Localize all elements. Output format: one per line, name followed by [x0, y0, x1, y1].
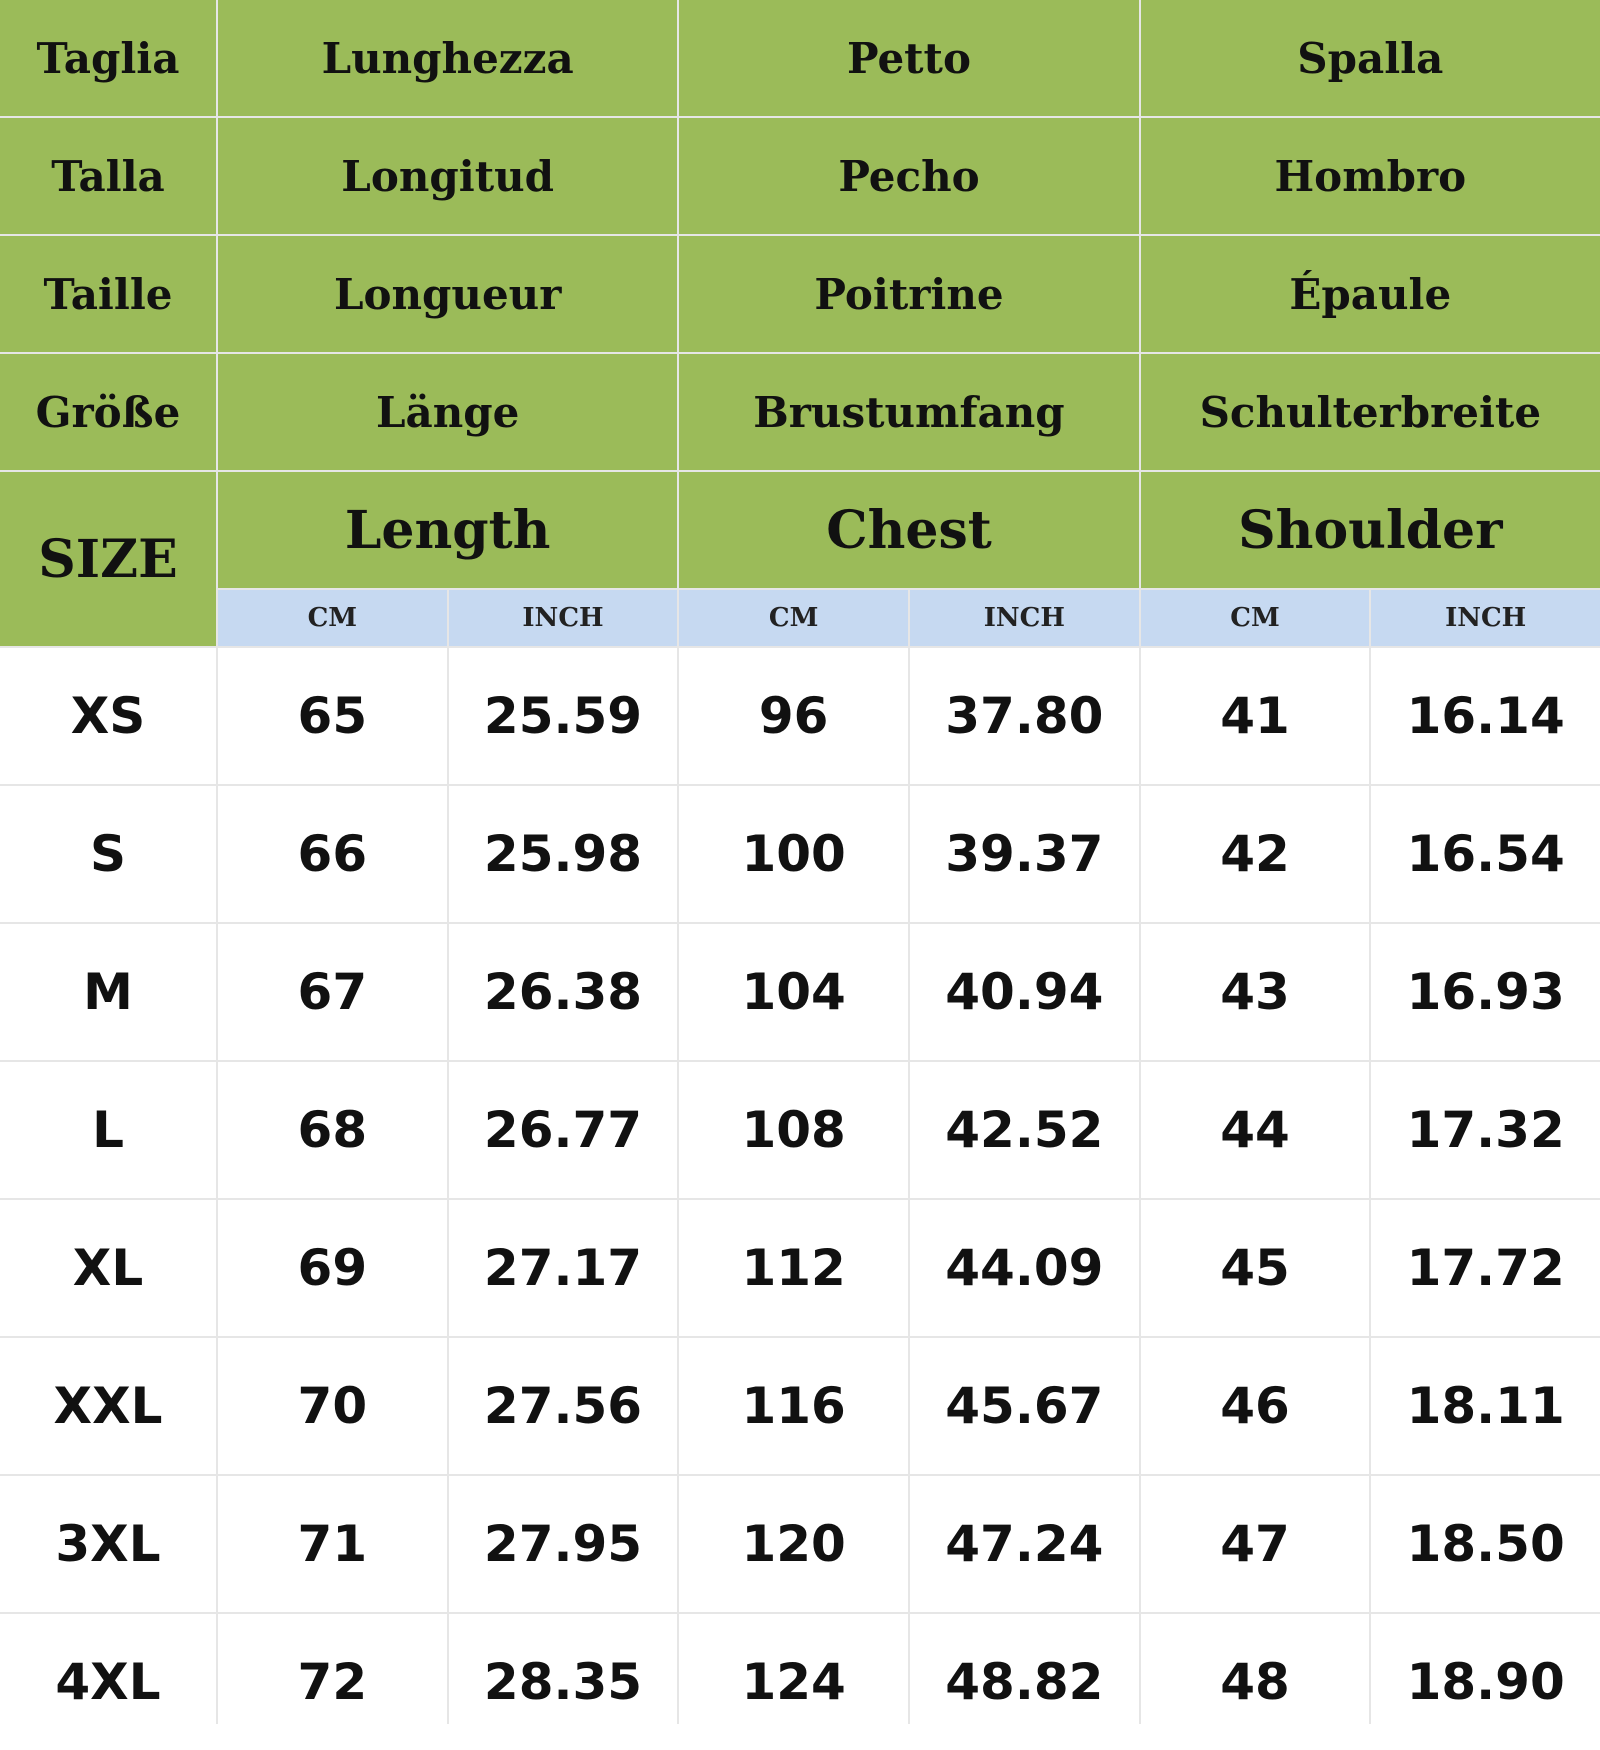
unit-length-inch: INCH: [449, 590, 678, 646]
row-size: 4XL: [0, 1614, 216, 1750]
row-length-cm: 69: [218, 1200, 447, 1336]
unit-chest-cm: CM: [679, 590, 908, 646]
unit-shoulder-inch: INCH: [1371, 590, 1600, 646]
header-length-es: Longitud: [218, 118, 677, 234]
header-size-it: Taglia: [0, 0, 216, 116]
row-length-inch: 25.59: [449, 648, 678, 784]
row-length-inch: 26.38: [449, 924, 678, 1060]
header-size-es: Talla: [0, 118, 216, 234]
row-chest-cm: 96: [679, 648, 908, 784]
header-size-de: Größe: [0, 354, 216, 470]
row-length-cm: 66: [218, 786, 447, 922]
row-length-cm: 72: [218, 1614, 447, 1750]
row-chest-inch: 45.67: [910, 1338, 1139, 1474]
row-shoulder-cm: 41: [1141, 648, 1370, 784]
row-size: L: [0, 1062, 216, 1198]
unit-chest-inch: INCH: [910, 590, 1139, 646]
header-chest-de: Brustumfang: [679, 354, 1138, 470]
row-shoulder-cm: 47: [1141, 1476, 1370, 1612]
row-chest-cm: 112: [679, 1200, 908, 1336]
row-chest-cm: 108: [679, 1062, 908, 1198]
row-length-cm: 67: [218, 924, 447, 1060]
row-size: XXL: [0, 1338, 216, 1474]
row-shoulder-cm: 45: [1141, 1200, 1370, 1336]
header-length-de: Länge: [218, 354, 677, 470]
row-shoulder-inch: 18.90: [1371, 1614, 1600, 1750]
row-chest-inch: 48.82: [910, 1614, 1139, 1750]
header-length-main: Length: [218, 472, 677, 588]
row-length-inch: 25.98: [449, 786, 678, 922]
row-length-cm: 68: [218, 1062, 447, 1198]
row-shoulder-inch: 16.93: [1371, 924, 1600, 1060]
row-shoulder-inch: 18.11: [1371, 1338, 1600, 1474]
header-length-it: Lunghezza: [218, 0, 677, 116]
row-length-cm: 65: [218, 648, 447, 784]
row-shoulder-cm: 43: [1141, 924, 1370, 1060]
row-chest-inch: 40.94: [910, 924, 1139, 1060]
header-shoulder-de: Schulterbreite: [1141, 354, 1600, 470]
row-chest-inch: 37.80: [910, 648, 1139, 784]
row-size: M: [0, 924, 216, 1060]
header-size-fr: Taille: [0, 236, 216, 352]
row-chest-inch: 47.24: [910, 1476, 1139, 1612]
row-shoulder-cm: 44: [1141, 1062, 1370, 1198]
row-size: 3XL: [0, 1476, 216, 1612]
row-chest-inch: 44.09: [910, 1200, 1139, 1336]
row-length-inch: 27.95: [449, 1476, 678, 1612]
row-chest-cm: 124: [679, 1614, 908, 1750]
row-length-cm: 71: [218, 1476, 447, 1612]
row-chest-cm: 100: [679, 786, 908, 922]
row-size: XS: [0, 648, 216, 784]
row-shoulder-inch: 16.14: [1371, 648, 1600, 784]
row-shoulder-inch: 17.72: [1371, 1200, 1600, 1336]
row-shoulder-inch: 17.32: [1371, 1062, 1600, 1198]
header-shoulder-main: Shoulder: [1141, 472, 1600, 588]
row-length-cm: 70: [218, 1338, 447, 1474]
header-chest-it: Petto: [679, 0, 1138, 116]
row-chest-cm: 120: [679, 1476, 908, 1612]
row-size: S: [0, 786, 216, 922]
row-shoulder-cm: 42: [1141, 786, 1370, 922]
header-chest-fr: Poitrine: [679, 236, 1138, 352]
row-shoulder-inch: 18.50: [1371, 1476, 1600, 1612]
row-length-inch: 26.77: [449, 1062, 678, 1198]
header-shoulder-es: Hombro: [1141, 118, 1600, 234]
unit-length-cm: CM: [218, 590, 447, 646]
row-shoulder-inch: 16.54: [1371, 786, 1600, 922]
row-chest-inch: 42.52: [910, 1062, 1139, 1198]
row-length-inch: 27.17: [449, 1200, 678, 1336]
row-length-inch: 28.35: [449, 1614, 678, 1750]
row-size: XL: [0, 1200, 216, 1336]
header-size-main: SIZE: [0, 472, 216, 646]
row-length-inch: 27.56: [449, 1338, 678, 1474]
unit-shoulder-cm: CM: [1141, 590, 1370, 646]
row-chest-cm: 116: [679, 1338, 908, 1474]
row-shoulder-cm: 46: [1141, 1338, 1370, 1474]
header-shoulder-it: Spalla: [1141, 0, 1600, 116]
row-chest-inch: 39.37: [910, 786, 1139, 922]
row-chest-cm: 104: [679, 924, 908, 1060]
header-length-fr: Longueur: [218, 236, 677, 352]
header-chest-main: Chest: [679, 472, 1138, 588]
header-chest-es: Pecho: [679, 118, 1138, 234]
header-shoulder-fr: Épaule: [1141, 236, 1600, 352]
row-shoulder-cm: 48: [1141, 1614, 1370, 1750]
